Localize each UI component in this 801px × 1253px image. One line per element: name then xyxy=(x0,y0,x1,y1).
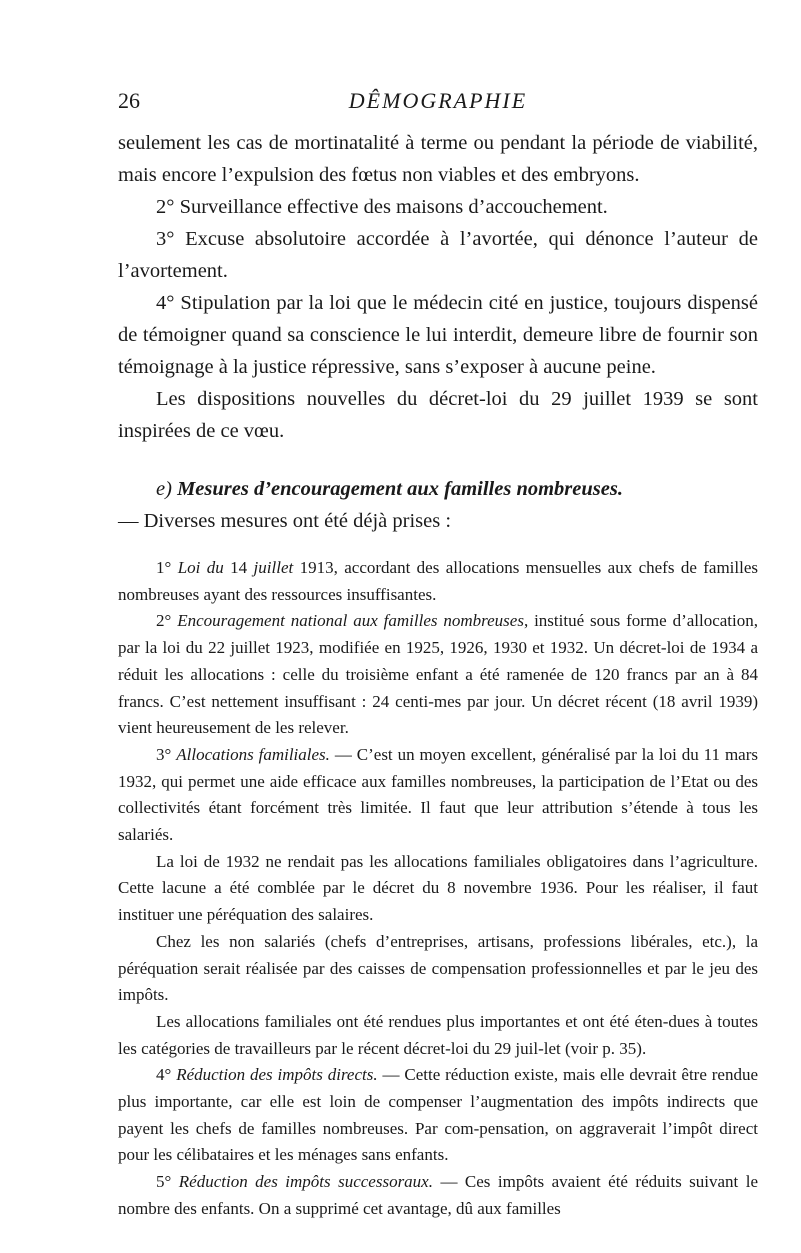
item-text: — Cette réduction existe, mais elle devrait être rendue plus importante, car elle est loin de compenser l’augmentation des impôts indirects que payent les chefs de familles nombreuses. Par com-pensation, on aggraverait l’impôt direct pour les célibataires et les ménages sans enfants. xyxy=(118,1065,759,1165)
paragraph: Chez les non salariés (chefs d’entreprises, artisans, professions libérales, etc.), la péréquation serait réalisée par des caisses de compensation professionnelles et par le jeu des impôts. xyxy=(118,931,758,1005)
section-marker: e) xyxy=(156,478,172,500)
item-text: , institué sous forme d’allocation, par la loi du 22 juillet 1923, modifiée en 1925, 1926, 1930 et 1932. Un décret-loi de 1934 a réduit les allocations : celle du troisième enfant a été ramenée de 120 francs par an à 84 francs. C’est nettement insuffisant : 24 centi-mes par jour. Un décret récent (18 avril 1939) vient heureusement de les relever. xyxy=(118,611,759,738)
paragraph: 3° Excuse absolutoire accordée à l’avortée, qui dénonce l’auteur de l’avortement. xyxy=(118,228,758,282)
item-number: 2° xyxy=(156,611,172,631)
item-title: Loi du xyxy=(177,558,224,577)
list-item xyxy=(118,555,758,608)
item-title: Réduction des impôts directs. xyxy=(176,1065,378,1085)
item-number: 3° xyxy=(156,744,172,764)
item-text: — Ces impôts avaient été réduits suivant le nombre des enfants. On a supprimé cet avantage, dû aux familles xyxy=(118,1172,758,1218)
item-title: Allocations familiales. xyxy=(176,744,330,764)
item-number: 4° xyxy=(156,1065,172,1085)
paragraph: Les dispositions nouvelles du décret-loi du 29 juillet 1939 se sont inspirées de ce vœu. xyxy=(118,388,758,442)
item-number: 5° xyxy=(156,1172,172,1192)
item-text: 1913, accordant des allocations mensuelles aux chefs de familles nombreuses ayant des ressources insuffisantes. xyxy=(118,558,759,604)
section-heading xyxy=(118,473,758,505)
item-number: 1° xyxy=(156,558,172,577)
item-title: Réduction des impôts successoraux. xyxy=(178,1172,433,1192)
paragraph: 2° Surveillance effective des maisons d’accouchement. xyxy=(156,196,608,218)
page-number: 26 xyxy=(118,88,140,113)
list-item xyxy=(118,1062,758,1169)
paragraph: La loi de 1932 ne rendait pas les allocations familiales obligatoires dans l’agriculture. Cette lacune a été comblée par le décret du 8 novembre 1936. Pour les réaliser, il faut instituer une péréquation des salaires. xyxy=(118,851,758,925)
section-intro: — Diverses mesures ont été déjà prises : xyxy=(118,510,452,532)
paragraph: 4° Stipulation par la loi que le médecin cité en justice, toujours dispensé de témoigner quand sa conscience le lui interdit, demeure libre de fournir son témoignage à la justice répressive, sans s’exposer à aucune peine. xyxy=(118,292,758,378)
section-title: Mesures d’encouragement aux familles nombreuses. xyxy=(177,478,623,500)
paragraph: seulement les cas de mortinatalité à terme ou pendant la période de viabilité, mais encore l’expulsion des fœtus non viables et des embryons. xyxy=(118,132,758,186)
item-title-tail: juillet xyxy=(253,558,294,577)
list-item xyxy=(118,742,758,849)
list-item xyxy=(118,1169,758,1222)
item-title-number: 14 xyxy=(230,558,248,577)
paragraph: Les allocations familiales ont été rendues plus importantes et ont été éten-dues à toutes les catégories de travailleurs par le récent décret-loi du 29 juil-let (voir p. 35). xyxy=(118,1011,758,1058)
item-text: — C’est un moyen excellent, généralisé par la loi du 11 mars 1932, qui permet une aide efficace aux familles nombreuses, la participation de l’Etat ou des collectivités étant forcément très limitée. Il faut que leur attribution s’étende à tous les salariés. xyxy=(118,744,759,845)
page-header xyxy=(118,88,758,118)
running-title: DÊMOGRAPHIE xyxy=(348,88,528,113)
item-title: Encouragement national aux familles nombreuses xyxy=(177,611,524,631)
page-body xyxy=(118,127,758,1223)
list-item xyxy=(118,608,758,742)
